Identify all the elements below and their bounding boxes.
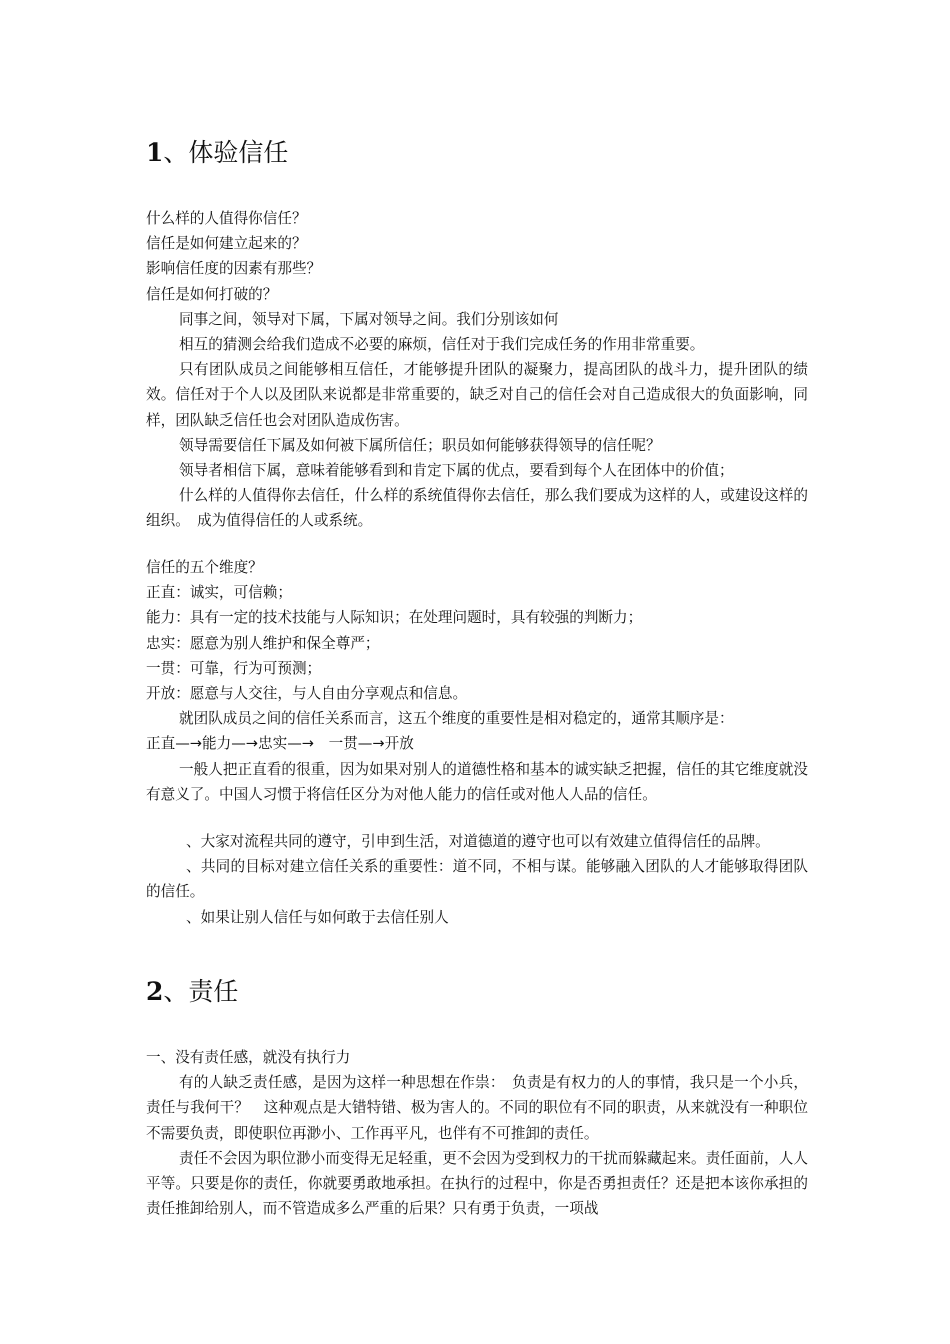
dimension-item: 一贯：可靠，行为可预测；	[146, 659, 322, 677]
dimension-item: 忠实：愿意为别人维护和保全尊严；	[146, 634, 380, 652]
note-item: 、共同的目标对建立信任关系的重要性：道不同，不相与谋。能够融入团队的人才能够取得团队的信任。	[146, 858, 808, 901]
section-1-heading	[146, 137, 288, 169]
dimensions-title: 信任的五个维度？	[146, 559, 263, 576]
section-2-title: 、责任	[163, 977, 239, 1006]
paragraph: 领导者相信下属，意味着能够看到和肯定下属的优点，要看到每个人在团体中的价值；	[179, 461, 734, 479]
question-line: 信任是如何建立起来的？	[146, 235, 307, 253]
paragraph: 有的人缺乏责任感，是因为这样一种思想在作祟： 负责是有权力的人的事情，我只是一个小兵，责任与我何干？ 这种观点是大错特错、极为害人的。不同的职位有不同的职责，从来就没有一种职位不需要负责，即使职位再渺小、工作再平凡，也伴有不可推卸的责任。	[146, 1074, 808, 1142]
section-2-body	[146, 1045, 808, 1221]
dimension-item: 正直：诚实，可信赖；	[146, 584, 292, 602]
trust-notes	[146, 829, 808, 930]
integrity-paragraph: 一般人把正直看的很重，因为如果对别人的道德性格和基本的诚实缺乏把握，信任的其它维度就没有意义了。中国人习惯于将信任区分为对他人能力的信任或对他人人品的信任。	[146, 760, 808, 803]
paragraph: 同事之间，领导对下属，下属对领导之间。我们分别该如何	[179, 310, 559, 328]
section-1-title: 、体验信任	[163, 138, 289, 167]
question-line: 信任是如何打破的？	[146, 285, 278, 303]
paragraph: 相互的猜测会给我们造成不必要的麻烦，信任对于我们完成任务的作用非常重要。	[179, 335, 705, 353]
dimension-item: 能力：具有一定的技术技能与人际知识；在处理问题时，具有较强的判断力；	[146, 609, 643, 627]
paragraph: 什么样的人值得你去信任，什么样的系统值得你去信任，那么我们要成为这样的人，或建设这样的组织。 成为值得信任的人或系统。	[146, 487, 808, 530]
order-intro: 就团队成员之间的信任关系而言，这五个维度的重要性是相对稳定的，通常其顺序是：	[179, 710, 734, 728]
section-2-subheading: 一、没有责任感，就没有执行力	[146, 1049, 351, 1066]
section-2-heading	[146, 976, 238, 1008]
paragraph: 只有团队成员之间能够相互信任，才能够提升团队的凝聚力，提高团队的战斗力，提升团队的绩效。信任对于个人以及团队来说都是非常重要的，缺乏对自己的信任会对自己造成很大的负面影响，同样，团队缺乏信任也会对团队造成伤害。	[146, 361, 808, 429]
question-line: 什么样的人值得你信任？	[146, 210, 307, 227]
section-1-body	[146, 206, 808, 534]
note-item: 、大家对流程共同的遵守，引申到生活，对道德道的遵守也可以有效建立值得信任的品牌。	[186, 833, 770, 850]
order-sequence: 正直—→能力—→忠实—→ 一贯—→开放	[146, 735, 414, 753]
section-1-number: 1	[146, 138, 164, 167]
note-item: 、如果让别人信任与如何敢于去信任别人	[186, 908, 449, 926]
document-page	[146, 0, 808, 1344]
paragraph: 责任不会因为职位渺小而变得无足轻重，更不会因为受到权力的干扰而躲藏起来。责任面前，人人平等。只要是你的责任，你就要勇敢地承担。在执行的过程中，你是否勇担责任？还是把本该你承担的责任推卸给别人，而不管造成多么严重的后果？只有勇于负责，一项战	[146, 1149, 808, 1218]
paragraph: 领导需要信任下属及如何被下属所信任；职员如何能够获得领导的信任呢？	[179, 436, 661, 454]
trust-dimensions	[146, 555, 808, 807]
section-2-number: 2	[146, 977, 164, 1006]
question-line: 影响信任度的因素有那些？	[146, 260, 322, 278]
dimension-item: 开放：愿意与人交往，与人自由分享观点和信息。	[146, 684, 468, 702]
